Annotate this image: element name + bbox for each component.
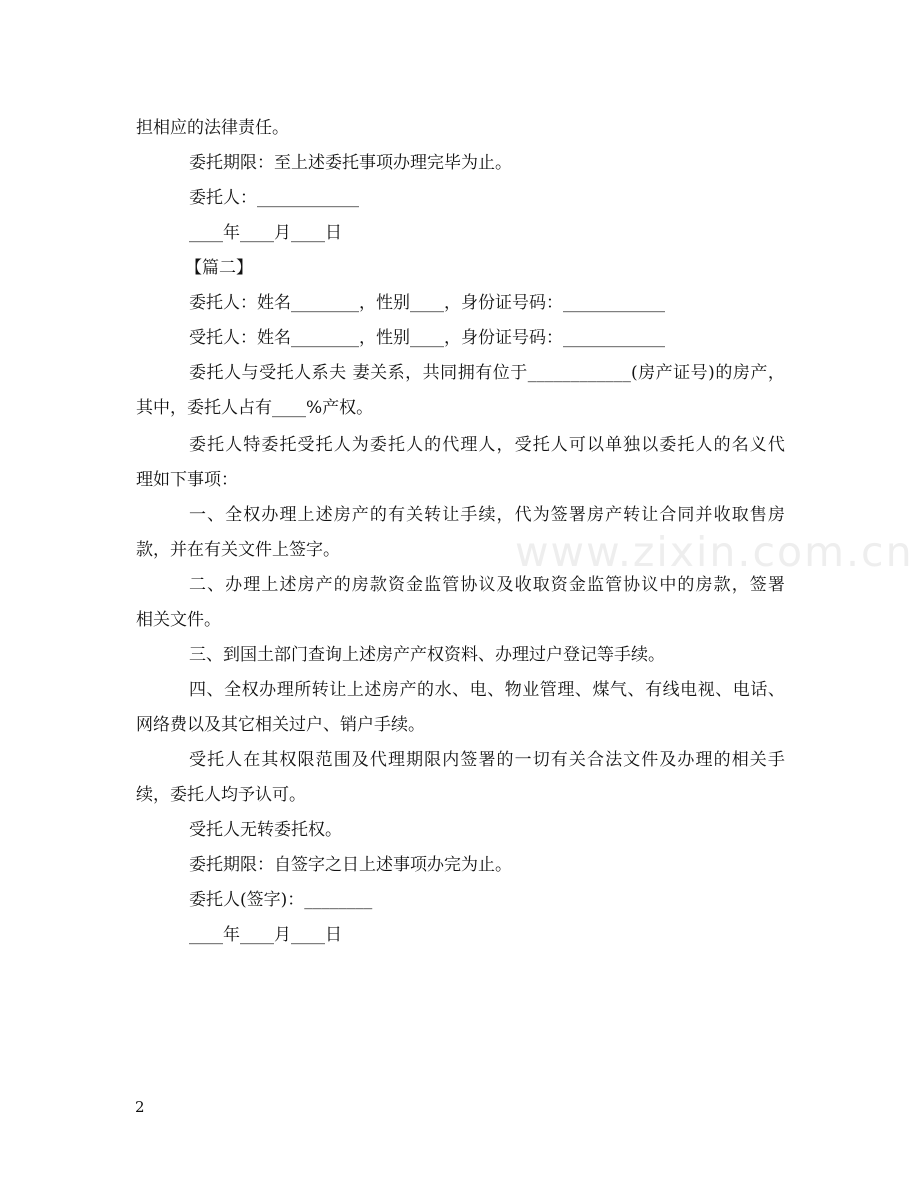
text-line: 理如下事项：: [136, 470, 238, 490]
text-line: 款，并在有关文件上签字。: [136, 540, 340, 560]
signature-line: 委托人(签字)：________: [189, 890, 373, 910]
text-line: 网络费以及其它相关过户、销户手续。: [136, 715, 425, 735]
page-number: 2: [135, 1098, 145, 1116]
text-line: 续，委托人均予认可。: [136, 785, 306, 805]
text-line: 一、全权办理上述房产的有关转让手续，代为签署房产转让合同并收取售房: [189, 505, 785, 525]
text-line: 委托人：____________: [189, 188, 359, 208]
text-line: 担相应的法律责任。: [136, 118, 289, 138]
text-line: 委托人与受托人系夫 妻关系，共同拥有位于____________(房产证号)的房产，: [189, 363, 785, 383]
date-line: ____年____月____日: [189, 925, 342, 945]
date-line: ____年____月____日: [189, 223, 342, 243]
text-line: 委托人特委托受托人为委托人的代理人，受托人可以单独以委托人的名义代: [189, 435, 785, 455]
text-line: 二、办理上述房产的房款资金监管协议及收取资金监管协议中的房款，签署: [189, 575, 785, 595]
text-line: 受托人在其权限范围及代理期限内签署的一切有关合法文件及办理的相关手: [189, 750, 785, 770]
text-line: 委托人：姓名________，性别____，身份证号码：____________: [189, 293, 665, 313]
text-line: 委托期限：至上述委托事项办理完毕为止。: [189, 153, 512, 173]
text-line: 其中，委托人占有____%产权。: [136, 398, 374, 418]
watermark: www.zixin.com.cn: [515, 528, 914, 576]
text-line: 四、全权办理所转让上述房产的水、电、物业管理、煤气、有线电视、电话、: [189, 680, 785, 700]
text-line: 委托期限：自签字之日上述事项办完为止。: [189, 855, 512, 875]
section-heading: 【篇二】: [185, 258, 253, 278]
text-line: 受托人：姓名________，性别____，身份证号码：____________: [189, 328, 665, 348]
text-line: 三、到国土部门查询上述房产产权资料、办理过户登记等手续。: [189, 645, 665, 665]
text-line: 受托人无转委托权。: [189, 820, 342, 840]
text-line: 相关文件。: [136, 610, 221, 630]
